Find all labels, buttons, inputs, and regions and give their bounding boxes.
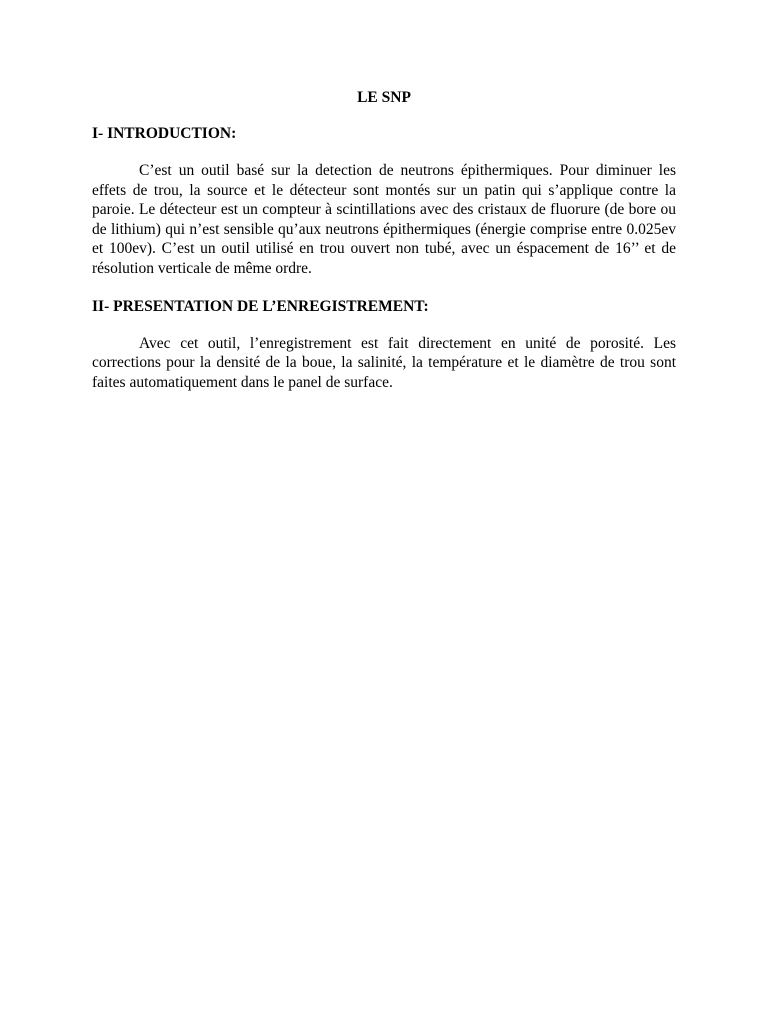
section-introduction: [92, 124, 676, 279]
document-page: [92, 88, 676, 410]
section-heading-presentation: II- PRESENTATION DE L’ENREGISTREMENT:: [92, 297, 429, 315]
section-heading-introduction: I- INTRODUCTION:: [92, 125, 237, 142]
section-presentation: [92, 297, 676, 393]
paragraph-introduction: C’est un outil basé sur la detection de neutrons épithermiques. Pour diminuer les effets de trou, la source et le détecteur sont montés sur un patin qui s’applique contre la paroie. Le détecteur est un compteur à scintillations avec des cristaux de fluorure (de bore ou de lithium) qui n’est sensible qu’aux neutrons épithermiques (énergie comprise entre 0.025ev et 100ev). C’est un outil utilisé en trou ouvert non tubé, avec un éspacement de 16’’ et de résolution verticale de même ordre.: [92, 162, 676, 277]
document-title: LE SNP: [357, 89, 411, 106]
paragraph-presentation: Avec cet outil, l’enregistrement est fait directement en unité de porosité. Les corrections pour la densité de la boue, la salinité, la température et le diamètre de trou sont faites automatiquement dans le panel de surface.: [92, 334, 676, 391]
